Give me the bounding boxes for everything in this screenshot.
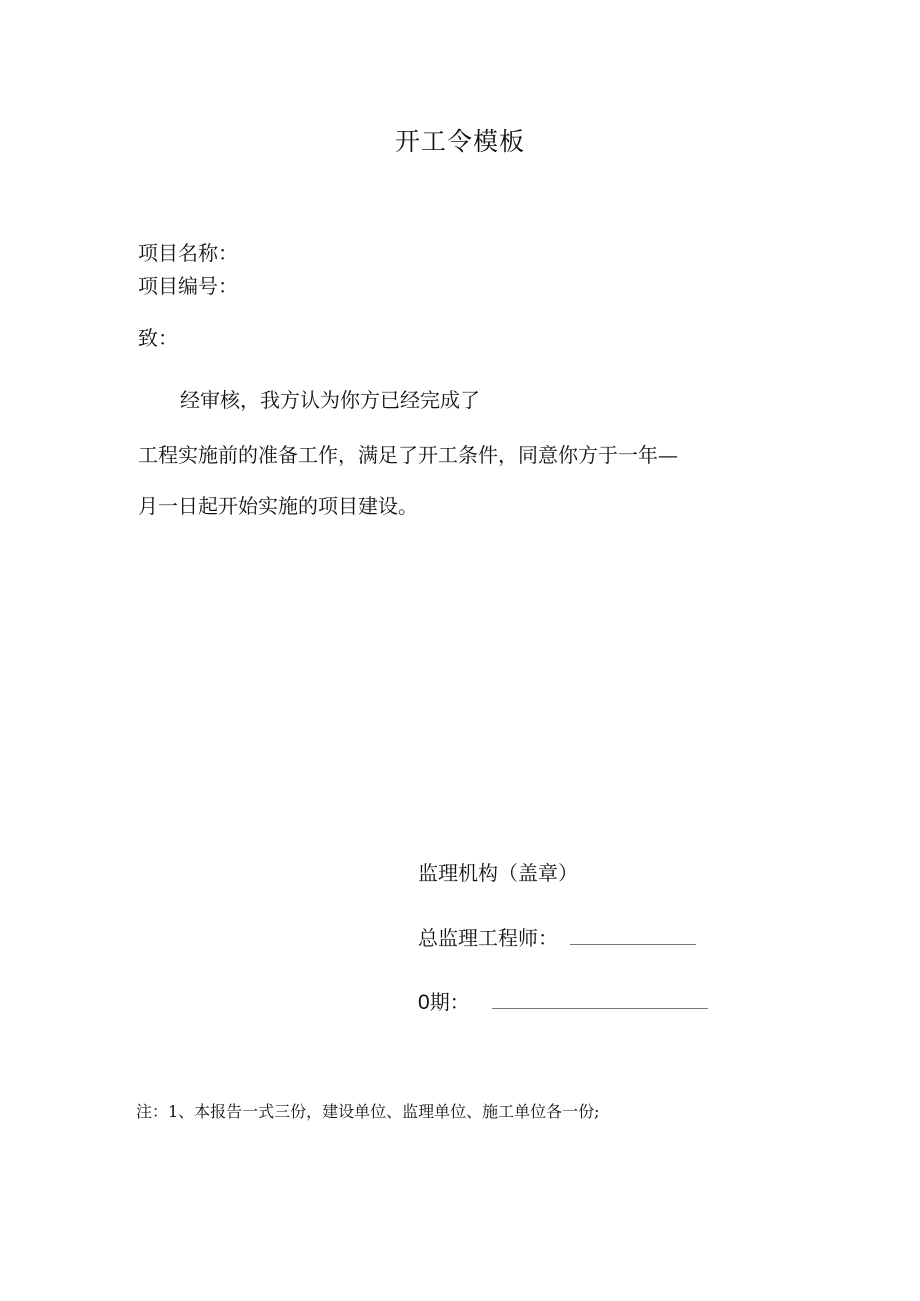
footnote: 注：1、本报告一式三份，建设单位、监理单位、施工单位各一份; <box>136 1102 600 1121</box>
project-number-label: 项目编号： <box>138 274 238 298</box>
document-title: 开工令模板 <box>394 127 525 156</box>
date-row <box>418 986 708 1015</box>
body-text-line-2: 工程实施前的准备工作，满足了开工条件，同意你方于一年— <box>138 443 678 467</box>
addressee-label: 致： <box>138 326 178 350</box>
date-blank <box>492 990 708 1009</box>
project-name-label: 项目名称： <box>138 241 238 265</box>
body-text-line-1: 经审核，我方认为你方已经完成了 <box>180 388 480 412</box>
date-prefix: 0 <box>418 991 430 1014</box>
chief-engineer-label: 总监理工程师： <box>418 926 558 950</box>
body-text-line-3: 月一日起开始实施的项目建设。 <box>138 494 418 518</box>
chief-engineer-signature-row <box>418 922 696 951</box>
date-label: 期： <box>429 990 470 1014</box>
chief-engineer-signature-blank <box>570 926 696 945</box>
supervision-org-seal-label: 监理机构（盖章） <box>418 861 578 885</box>
